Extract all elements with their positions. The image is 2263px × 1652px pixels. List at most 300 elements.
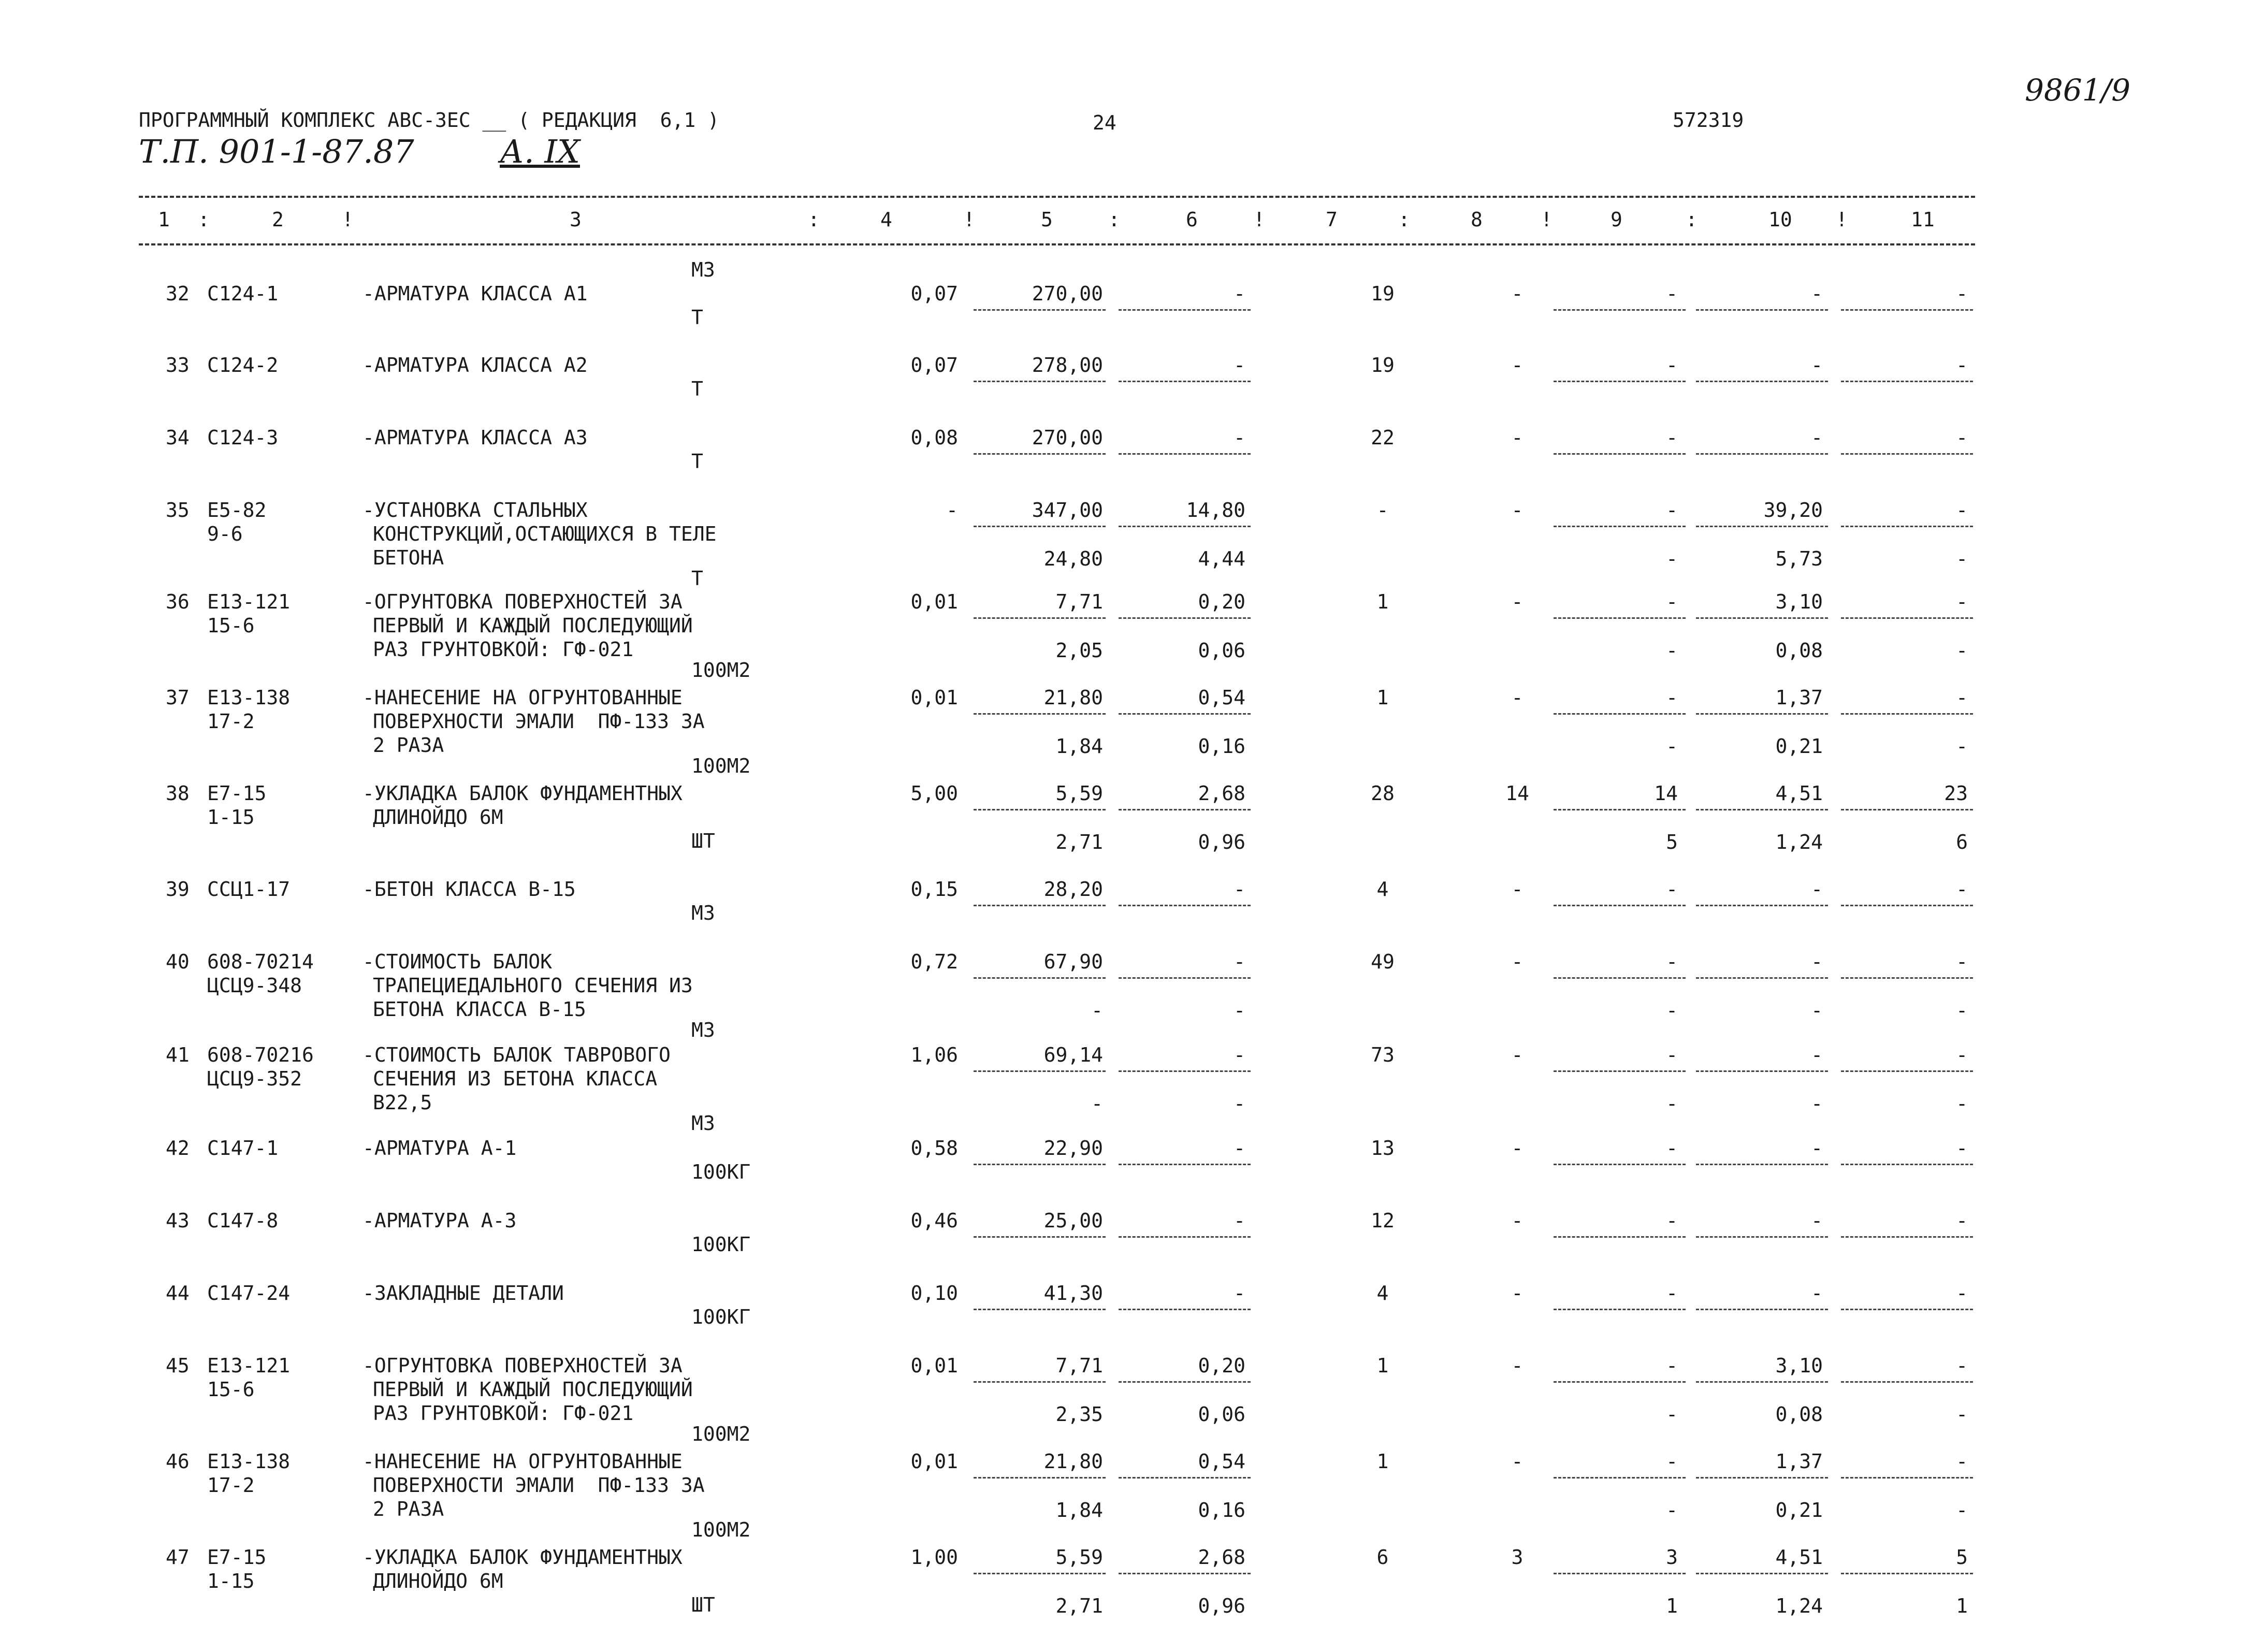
cell-col5-second: 2,71 xyxy=(1055,831,1103,853)
cell-col5: 278,00 xyxy=(1032,354,1103,376)
row-unit-above: М3 xyxy=(691,258,715,281)
value-divider xyxy=(974,1309,1106,1310)
row-code: Е7-15 xyxy=(207,782,267,805)
cell-col8: - xyxy=(1511,354,1524,376)
cell-col4: 0,08 xyxy=(910,426,958,449)
document-code: 572319 xyxy=(1673,109,1744,132)
cell-col9-second: - xyxy=(1666,1403,1678,1426)
program-title xyxy=(139,109,719,132)
row-description: -АРМАТУРА КЛАССА А1 xyxy=(362,282,588,305)
row-number: 44 xyxy=(166,1282,190,1305)
project-number: Т.П. 901-1-87.87 xyxy=(139,133,414,170)
cell-col7: 1 xyxy=(1376,1354,1389,1377)
value-divider xyxy=(1841,1070,1973,1072)
value-divider xyxy=(1119,526,1251,527)
value-divider xyxy=(1696,1236,1828,1238)
row-description: -ОГРУНТОВКА ПОВЕРХНОСТЕЙ ЗА xyxy=(362,590,683,613)
row-description: -АРМАТУРА КЛАССА А3 xyxy=(362,426,588,449)
row-unit: Т xyxy=(691,450,703,473)
row-unit: М3 xyxy=(691,1019,715,1041)
value-divider xyxy=(1119,1164,1251,1165)
cell-col11-second: - xyxy=(1956,547,1968,570)
cell-col5-second: - xyxy=(1091,999,1103,1022)
row-description: -СТОИМОСТЬ БАЛОК xyxy=(362,950,553,973)
cell-col6: - xyxy=(1234,878,1245,901)
value-divider xyxy=(1841,977,1973,979)
cell-col10: 3,10 xyxy=(1775,590,1823,613)
cell-col5: 7,71 xyxy=(1055,1354,1103,1377)
cell-col6: - xyxy=(1234,282,1245,305)
column-separator: : xyxy=(1108,208,1120,231)
cell-col10: - xyxy=(1811,1044,1823,1066)
row-unit: 100М2 xyxy=(691,755,751,777)
value-divider xyxy=(1841,1309,1973,1310)
row-number: 34 xyxy=(166,426,190,449)
cell-col11: - xyxy=(1956,1282,1968,1305)
row-description: -АРМАТУРА А-3 xyxy=(362,1209,517,1232)
column-header-7: 7 xyxy=(1326,208,1338,231)
cell-col5-second: 1,84 xyxy=(1055,735,1103,758)
row-description: -ОГРУНТОВКА ПОВЕРХНОСТЕЙ ЗА xyxy=(362,1354,683,1377)
cell-col9: - xyxy=(1666,950,1678,973)
cell-col6: - xyxy=(1234,950,1245,973)
cell-col4: 0,10 xyxy=(910,1282,958,1305)
cell-col11-second: - xyxy=(1956,1499,1968,1521)
value-divider xyxy=(1696,905,1828,906)
column-header-5: 5 xyxy=(1041,208,1053,231)
cell-col5: 270,00 xyxy=(1032,282,1103,305)
cell-col5: 347,00 xyxy=(1032,499,1103,521)
cell-col4: 0,01 xyxy=(910,1354,958,1377)
value-divider xyxy=(1841,526,1973,527)
cell-col7: 22 xyxy=(1371,426,1395,449)
cell-col10-second: 0,08 xyxy=(1775,639,1823,662)
cell-col11: - xyxy=(1956,1137,1968,1160)
row-number: 43 xyxy=(166,1209,190,1232)
cell-col9: - xyxy=(1666,1044,1678,1066)
column-separator: ! xyxy=(1541,208,1553,231)
cell-col9: - xyxy=(1666,686,1678,709)
row-description: БЕТОНА xyxy=(373,546,444,569)
cell-col5: 22,90 xyxy=(1043,1137,1103,1160)
cell-col4: 5,00 xyxy=(910,782,958,805)
cell-col7: 1 xyxy=(1376,590,1389,613)
cell-col5-second: 24,80 xyxy=(1043,547,1103,570)
row-unit: 100КГ xyxy=(691,1233,751,1256)
row-code: С124-3 xyxy=(207,426,279,449)
value-divider xyxy=(974,1573,1106,1574)
row-code: 17-2 xyxy=(207,710,255,733)
row-description: -АРМАТУРА А-1 xyxy=(362,1137,517,1160)
cell-col7: 1 xyxy=(1376,1450,1389,1473)
row-description: СЕЧЕНИЯ ИЗ БЕТОНА КЛАССА xyxy=(373,1067,658,1090)
column-header-6: 6 xyxy=(1186,208,1198,231)
cell-col8: - xyxy=(1511,282,1524,305)
cell-col6: 14,80 xyxy=(1186,499,1245,521)
value-divider xyxy=(1554,1164,1686,1165)
cell-col10: - xyxy=(1811,1282,1823,1305)
row-description: -НАНЕСЕНИЕ НА ОГРУНТОВАННЫЕ xyxy=(362,686,683,709)
value-divider xyxy=(1841,1573,1973,1574)
row-unit: Т xyxy=(691,306,703,329)
column-header-4: 4 xyxy=(880,208,892,231)
cell-col10-second: 0,21 xyxy=(1775,1499,1823,1521)
header-rule-bottom xyxy=(139,243,1975,245)
value-divider xyxy=(974,1477,1106,1479)
value-divider xyxy=(1554,1236,1686,1238)
value-divider xyxy=(1841,453,1973,455)
row-code: С147-24 xyxy=(207,1282,291,1305)
row-code: 608-70216 xyxy=(207,1044,314,1066)
value-divider xyxy=(1696,1070,1828,1072)
row-code: С124-1 xyxy=(207,282,279,305)
row-code: ССЦ1-17 xyxy=(207,878,291,901)
cell-col5: 21,80 xyxy=(1043,686,1103,709)
value-divider xyxy=(1119,1070,1251,1072)
column-header-3: 3 xyxy=(570,208,582,231)
row-unit: 100М2 xyxy=(691,1518,751,1541)
value-divider xyxy=(1696,453,1828,455)
column-header-9: 9 xyxy=(1611,208,1622,231)
row-number: 32 xyxy=(166,282,190,305)
cell-col7: 73 xyxy=(1371,1044,1395,1066)
value-divider xyxy=(1119,905,1251,906)
corner-note: 9861/9 xyxy=(2025,73,2131,108)
cell-col11: 5 xyxy=(1956,1546,1968,1569)
row-code: Е13-138 xyxy=(207,1450,291,1473)
cell-col9: - xyxy=(1666,1209,1678,1232)
cell-col6: - xyxy=(1234,1209,1245,1232)
cell-col6-second: 0,16 xyxy=(1198,1499,1245,1521)
row-unit: ШТ xyxy=(691,1593,715,1616)
column-header-11: 11 xyxy=(1911,208,1935,231)
value-divider xyxy=(1119,1309,1251,1310)
cell-col9-second: 5 xyxy=(1666,831,1678,853)
row-description: -ЗАКЛАДНЫЕ ДЕТАЛИ xyxy=(362,1282,564,1305)
row-code: Е13-121 xyxy=(207,590,291,613)
cell-col6: 2,68 xyxy=(1198,782,1245,805)
cell-col11-second: - xyxy=(1956,1403,1968,1426)
cell-col4: 1,06 xyxy=(910,1044,958,1066)
value-divider xyxy=(974,1070,1106,1072)
value-divider xyxy=(1119,1381,1251,1383)
cell-col11: 23 xyxy=(1944,782,1968,805)
cell-col8: - xyxy=(1511,950,1524,973)
cell-col7: 28 xyxy=(1371,782,1395,805)
cell-col4: 0,72 xyxy=(910,950,958,973)
row-number: 45 xyxy=(166,1354,190,1377)
value-divider xyxy=(1841,1381,1973,1383)
cell-col8: - xyxy=(1511,426,1524,449)
row-unit: ШТ xyxy=(691,830,715,852)
row-description: БЕТОНА КЛАССА В-15 xyxy=(373,998,586,1021)
cell-col10-second: 5,73 xyxy=(1775,547,1823,570)
column-header-8: 8 xyxy=(1471,208,1483,231)
row-unit: Т xyxy=(691,567,703,590)
cell-col11: - xyxy=(1956,878,1968,901)
album-number: А. IX xyxy=(500,133,580,170)
row-description: ПЕРВЫЙ И КАЖДЫЙ ПОСЛЕДУЮЩИЙ xyxy=(373,1378,693,1401)
value-divider xyxy=(1696,809,1828,810)
cell-col9: - xyxy=(1666,426,1678,449)
cell-col6-second: - xyxy=(1234,999,1245,1022)
value-divider xyxy=(1554,309,1686,311)
cell-col6-second: 0,96 xyxy=(1198,1595,1245,1617)
cell-col10: 39,20 xyxy=(1763,499,1823,521)
column-separator: ! xyxy=(1253,208,1265,231)
value-divider xyxy=(974,809,1106,810)
cell-col5: 25,00 xyxy=(1043,1209,1103,1232)
row-description: 2 РАЗА xyxy=(373,734,444,757)
cell-col9-second: - xyxy=(1666,999,1678,1022)
cell-col6-second: 0,06 xyxy=(1198,1403,1245,1426)
cell-col8: - xyxy=(1511,1044,1524,1066)
cell-col5: 67,90 xyxy=(1043,950,1103,973)
row-description: ПЕРВЫЙ И КАЖДЫЙ ПОСЛЕДУЮЩИЙ xyxy=(373,614,693,637)
value-divider xyxy=(1119,617,1251,619)
cell-col10: 3,10 xyxy=(1775,1354,1823,1377)
row-description: -УКЛАДКА БАЛОК ФУНДАМЕНТНЫХ xyxy=(362,1546,683,1569)
value-divider xyxy=(1696,526,1828,527)
value-divider xyxy=(1841,309,1973,311)
value-divider xyxy=(1119,713,1251,715)
cell-col4: 0,01 xyxy=(910,590,958,613)
value-divider xyxy=(1554,526,1686,527)
column-separator: ! xyxy=(342,208,354,231)
cell-col11: - xyxy=(1956,1209,1968,1232)
cell-col5: 41,30 xyxy=(1043,1282,1103,1305)
row-unit: Т xyxy=(691,378,703,400)
cell-col8: - xyxy=(1511,590,1524,613)
value-divider xyxy=(1696,1573,1828,1574)
row-description: -БЕТОН КЛАССА В-15 xyxy=(362,878,576,901)
value-divider xyxy=(1841,905,1973,906)
value-divider xyxy=(974,1236,1106,1238)
cell-col6-second: - xyxy=(1234,1092,1245,1115)
column-header-10: 10 xyxy=(1768,208,1792,231)
row-code: 15-6 xyxy=(207,1378,255,1401)
cell-col10: - xyxy=(1811,950,1823,973)
cell-col7: 19 xyxy=(1371,354,1395,376)
cell-col11: - xyxy=(1956,1354,1968,1377)
cell-col8: - xyxy=(1511,1282,1524,1305)
cell-col7: 4 xyxy=(1376,1282,1389,1305)
row-number: 36 xyxy=(166,590,190,613)
value-divider xyxy=(1554,1070,1686,1072)
cell-col10-second: 0,21 xyxy=(1775,735,1823,758)
cell-col10-second: 0,08 xyxy=(1775,1403,1823,1426)
cell-col5: 69,14 xyxy=(1043,1044,1103,1066)
cell-col7: 1 xyxy=(1376,686,1389,709)
row-code: Е13-121 xyxy=(207,1354,291,1377)
cell-col9-second: - xyxy=(1666,1499,1678,1521)
row-description: РАЗ ГРУНТОВКОЙ: ГФ-021 xyxy=(373,1402,634,1425)
page-number: 24 xyxy=(1093,111,1116,134)
value-divider xyxy=(1841,1477,1973,1479)
row-description: ДЛИНОЙДО 6М xyxy=(373,806,503,829)
row-unit: 100КГ xyxy=(691,1161,751,1183)
row-code: Е13-138 xyxy=(207,686,291,709)
row-description: ПОВЕРХНОСТИ ЭМАЛИ ПФ-133 ЗА xyxy=(373,710,705,733)
value-divider xyxy=(1696,1477,1828,1479)
cell-col9: - xyxy=(1666,1137,1678,1160)
value-divider xyxy=(1841,1236,1973,1238)
program-underscore: __ xyxy=(470,109,518,132)
value-divider xyxy=(974,453,1106,455)
value-divider xyxy=(1554,1381,1686,1383)
cell-col11-second: - xyxy=(1956,1092,1968,1115)
cell-col10-second: - xyxy=(1811,999,1823,1022)
row-number: 42 xyxy=(166,1137,190,1160)
cell-col5-second: 1,84 xyxy=(1055,1499,1103,1521)
cell-col6: 0,54 xyxy=(1198,686,1245,709)
cell-col9-second: - xyxy=(1666,735,1678,758)
value-divider xyxy=(1696,1309,1828,1310)
cell-col9-second: 1 xyxy=(1666,1595,1678,1617)
value-divider xyxy=(1554,713,1686,715)
value-divider xyxy=(1119,977,1251,979)
cell-col5: 28,20 xyxy=(1043,878,1103,901)
row-code: Е7-15 xyxy=(207,1546,267,1569)
cell-col5: 21,80 xyxy=(1043,1450,1103,1473)
row-code: 1-15 xyxy=(207,1570,255,1592)
cell-col10: - xyxy=(1811,426,1823,449)
cell-col11: - xyxy=(1956,499,1968,521)
cell-col6-second: 0,06 xyxy=(1198,639,1245,662)
row-description: ДЛИНОЙДО 6М xyxy=(373,1570,503,1592)
row-description: РАЗ ГРУНТОВКОЙ: ГФ-021 xyxy=(373,638,634,661)
cell-col6: - xyxy=(1234,1044,1245,1066)
cell-col4: 0,07 xyxy=(910,354,958,376)
row-unit: М3 xyxy=(691,902,715,924)
cell-col4: 1,00 xyxy=(910,1546,958,1569)
value-divider xyxy=(1696,617,1828,619)
row-description: ТРАПЕЦИЕДАЛЬНОГО СЕЧЕНИЯ ИЗ xyxy=(373,974,693,997)
cell-col10: 1,37 xyxy=(1775,686,1823,709)
value-divider xyxy=(974,309,1106,311)
value-divider xyxy=(974,1381,1106,1383)
row-number: 38 xyxy=(166,782,190,805)
value-divider xyxy=(1554,1309,1686,1310)
row-number: 37 xyxy=(166,686,190,709)
value-divider xyxy=(1119,1236,1251,1238)
row-code: ЦСЦ9-348 xyxy=(207,974,302,997)
row-code: 17-2 xyxy=(207,1474,255,1497)
cell-col9-second: - xyxy=(1666,1092,1678,1115)
header-rule-top xyxy=(139,196,1975,198)
row-code: 608-70214 xyxy=(207,950,314,973)
row-number: 39 xyxy=(166,878,190,901)
cell-col4: 0,01 xyxy=(910,686,958,709)
cell-col7: 6 xyxy=(1376,1546,1389,1569)
column-separator: ! xyxy=(963,208,975,231)
value-divider xyxy=(1554,809,1686,810)
cell-col11-second: - xyxy=(1956,639,1968,662)
column-header-2: 2 xyxy=(272,208,284,231)
value-divider xyxy=(974,381,1106,382)
cell-col5-second: 2,05 xyxy=(1055,639,1103,662)
row-description: -УСТАНОВКА СТАЛЬНЫХ xyxy=(362,499,588,521)
value-divider xyxy=(1841,809,1973,810)
cell-col6: 0,20 xyxy=(1198,590,1245,613)
cell-col8: - xyxy=(1511,499,1524,521)
cell-col7: 12 xyxy=(1371,1209,1395,1232)
row-number: 47 xyxy=(166,1546,190,1569)
cell-col8: - xyxy=(1511,878,1524,901)
cell-col9: 3 xyxy=(1666,1546,1678,1569)
cell-col6: - xyxy=(1234,1137,1245,1160)
value-divider xyxy=(1554,453,1686,455)
cell-col7: 19 xyxy=(1371,282,1395,305)
value-divider xyxy=(974,1164,1106,1165)
row-code: 15-6 xyxy=(207,614,255,637)
cell-col6: 0,20 xyxy=(1198,1354,1245,1377)
row-code: ЦСЦ9-352 xyxy=(207,1067,302,1090)
cell-col11: - xyxy=(1956,1044,1968,1066)
value-divider xyxy=(974,713,1106,715)
cell-col6: 2,68 xyxy=(1198,1546,1245,1569)
value-divider xyxy=(1841,1164,1973,1165)
cell-col10: - xyxy=(1811,1209,1823,1232)
cell-col11: - xyxy=(1956,950,1968,973)
cell-col4: 0,01 xyxy=(910,1450,958,1473)
value-divider xyxy=(974,617,1106,619)
cell-col5: 5,59 xyxy=(1055,1546,1103,1569)
row-description: -НАНЕСЕНИЕ НА ОГРУНТОВАННЫЕ xyxy=(362,1450,683,1473)
cell-col9: 14 xyxy=(1654,782,1678,805)
value-divider xyxy=(1119,453,1251,455)
cell-col8: - xyxy=(1511,686,1524,709)
cell-col6-second: 0,96 xyxy=(1198,831,1245,853)
column-header-1: 1 xyxy=(158,208,170,231)
value-divider xyxy=(1554,905,1686,906)
cell-col9: - xyxy=(1666,878,1678,901)
row-description: ПОВЕРХНОСТИ ЭМАЛИ ПФ-133 ЗА xyxy=(373,1474,705,1497)
value-divider xyxy=(974,977,1106,979)
value-divider xyxy=(1696,1381,1828,1383)
cell-col11-second: - xyxy=(1956,735,1968,758)
cell-col9: - xyxy=(1666,590,1678,613)
value-divider xyxy=(1841,617,1973,619)
value-divider xyxy=(974,905,1106,906)
value-divider xyxy=(1696,713,1828,715)
cell-col10: - xyxy=(1811,354,1823,376)
cell-col8: - xyxy=(1511,1354,1524,1377)
cell-col9-second: - xyxy=(1666,547,1678,570)
cell-col11: - xyxy=(1956,354,1968,376)
value-divider xyxy=(974,526,1106,527)
row-description: 2 РАЗА xyxy=(373,1498,444,1520)
cell-col10-second: 1,24 xyxy=(1775,1595,1823,1617)
cell-col7: 49 xyxy=(1371,950,1395,973)
value-divider xyxy=(1841,381,1973,382)
cell-col8: 14 xyxy=(1505,782,1529,805)
value-divider xyxy=(1554,1477,1686,1479)
cell-col5: 7,71 xyxy=(1055,590,1103,613)
column-separator: : xyxy=(808,208,820,231)
row-number: 33 xyxy=(166,354,190,376)
value-divider xyxy=(1119,1573,1251,1574)
column-separator: : xyxy=(1398,208,1410,231)
value-divider xyxy=(1554,381,1686,382)
cell-col8: 3 xyxy=(1511,1546,1524,1569)
cell-col5-second: 2,71 xyxy=(1055,1595,1103,1617)
value-divider xyxy=(1841,713,1973,715)
cell-col6: - xyxy=(1234,426,1245,449)
row-unit: 100КГ xyxy=(691,1306,751,1328)
cell-col4: 0,58 xyxy=(910,1137,958,1160)
cell-col6-second: 0,16 xyxy=(1198,735,1245,758)
